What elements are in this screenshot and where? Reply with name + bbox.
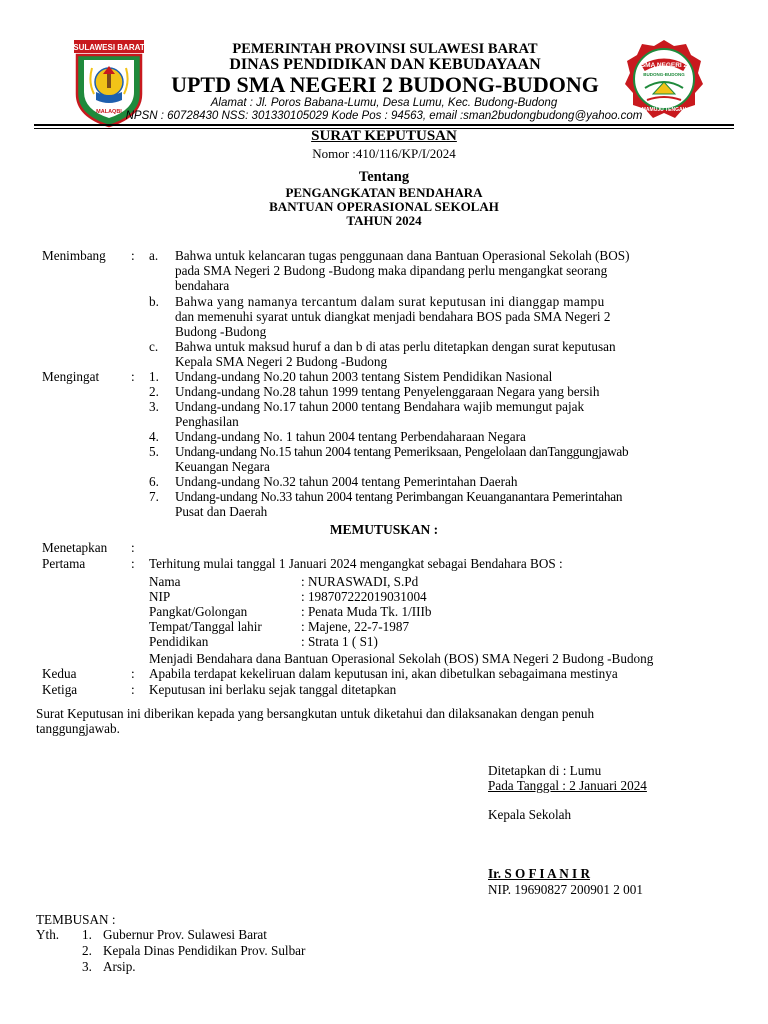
mengingat-label: Mengingat: [42, 369, 100, 384]
mengingat-text-line: Undang-undang No.20 tahun 2003 tentang Sistem Pendidikan Nasional: [175, 369, 553, 384]
ketiga-text: Keputusan ini berlaku sejak tanggal ditetapkan: [149, 682, 397, 697]
svg-text:BUDONG-BUDONG: BUDONG-BUDONG: [643, 72, 685, 77]
signature-date: Pada Tanggal : 2 Januari 2024: [488, 778, 647, 793]
mengingat-marker: 2.: [149, 384, 159, 399]
field-value-nip: : 198707222019031004: [301, 589, 427, 604]
field-label-nip: NIP: [149, 589, 171, 604]
mengingat-colon: :: [131, 369, 135, 384]
svg-text:SMA NEGERI 2: SMA NEGERI 2: [640, 62, 688, 69]
menimbang-marker: c.: [149, 339, 159, 354]
field-label-name: Nama: [149, 574, 181, 589]
field-label-rank: Pangkat/Golongan: [149, 604, 248, 619]
tembusan-marker: 1.: [82, 927, 92, 942]
menimbang-label: Menimbang: [42, 248, 106, 263]
tembusan-yth: Yth.: [36, 927, 60, 942]
tembusan-item: Gubernur Prov. Sulawesi Barat: [103, 927, 267, 942]
menimbang-text-line: pada SMA Negeri 2 Budong -Budong maka dipandang perlu mengangkat seorang: [175, 263, 608, 278]
subject-line-1: PENGANGKATAN BENDAHARA: [285, 185, 483, 200]
menimbang-text-line: bendahara: [175, 278, 230, 293]
subject-line-3: TAHUN 2024: [346, 213, 422, 228]
mengingat-text-line: Undang-undang No.32 tahun 2004 tentang Pemerintahan Daerah: [175, 474, 518, 489]
menimbang-text-line: Bahwa untuk kelancaran tugas penggunaan dana Bantuan Operasional Sekolah (BOS): [175, 248, 630, 263]
pertama-label: Pertama: [42, 556, 86, 571]
tembusan-marker: 3.: [82, 959, 92, 974]
mengingat-marker: 4.: [149, 429, 159, 444]
gov-line: PEMERINTAH PROVINSI SULAWESI BARAT: [232, 41, 538, 57]
subject-line-2: BANTUAN OPERASIONAL SEKOLAH: [269, 199, 499, 214]
field-value-education: : Strata 1 ( S1): [301, 634, 378, 649]
mengingat-marker: 1.: [149, 369, 159, 384]
mengingat-marker: 3.: [149, 399, 159, 414]
mengingat-text-line: Undang-undang No.33 tahun 2004 tentang Perimbangan Keuanganantara Pemerintahan: [175, 489, 623, 504]
signature-place: Ditetapkan di : Lumu: [488, 763, 602, 778]
mengingat-marker: 5.: [149, 444, 159, 459]
ketiga-label: Ketiga: [42, 682, 78, 697]
closing-line-2: tanggungjawab.: [36, 721, 120, 736]
field-label-education: Pendidikan: [149, 634, 209, 649]
dept-line: DINAS PENDIDIKAN DAN KEBUDAYAAN: [229, 56, 541, 73]
kedua-label: Kedua: [42, 666, 77, 681]
mengingat-text-line: Undang-undang No.17 tahun 2000 tentang Bendahara wajib memungut pajak: [175, 399, 585, 414]
pertama-colon: :: [131, 556, 135, 571]
svg-text:MALAQBI: MALAQBI: [96, 109, 122, 115]
ketiga-colon: :: [131, 682, 135, 697]
menimbang-text-line: Bahwa yang namanya tercantum dalam surat keputusan ini dianggap mampu: [175, 294, 605, 309]
field-value-birth: : Majene, 22-7-1987: [301, 619, 410, 634]
kedua-text: Apabila terdapat kekeliruan dalam keputusan ini, akan dibetulkan sebagaimana mestinya: [149, 666, 618, 681]
menimbang-text-line: Budong -Budong: [175, 324, 267, 339]
mengingat-marker: 6.: [149, 474, 159, 489]
menimbang-colon: :: [131, 248, 135, 263]
field-label-birth: Tempat/Tanggal lahir: [149, 619, 262, 634]
svg-text:MAMUJU TENGAH: MAMUJU TENGAH: [641, 107, 687, 113]
school-contact: NPSN : 60728430 NSS: 301330105029 Kode Pos : 94563, email :sman2budongbudong@yahoo.com: [125, 110, 643, 122]
school-logo: [623, 38, 705, 120]
signatory-nip: NIP. 19690827 200901 2 001: [488, 882, 643, 897]
menimbang-text-line: Bahwa untuk maksud huruf a dan b di atas perlu ditetapkan dengan surat keputusan: [175, 339, 616, 354]
menimbang-text-line: Kepala SMA Negeri 2 Budong -Budong: [175, 354, 388, 369]
mengingat-text-line: Undang-undang No.28 tahun 1999 tentang Penyelenggaraan Negara yang bersih: [175, 384, 600, 399]
closing-line-1: Surat Keputusan ini diberikan kepada yang bersangkutan untuk diketahui dan dilaksanakan dengan penuh: [36, 706, 595, 721]
school-address: Alamat : Jl. Poros Babana-Lumu, Desa Lumu, Kec. Budong-Budong: [210, 97, 558, 109]
menimbang-marker: a.: [149, 248, 159, 263]
tembusan-title: TEMBUSAN :: [36, 912, 116, 927]
tembusan-item: Kepala Dinas Pendidikan Prov. Sulbar: [103, 943, 306, 958]
menetapkan-colon: :: [131, 540, 135, 555]
mengingat-text-line: Keuangan Negara: [175, 459, 270, 474]
pertama-text: Terhitung mulai tanggal 1 Januari 2024 mengangkat sebagai Bendahara BOS :: [149, 556, 563, 571]
mengingat-text-line: Pusat dan Daerah: [175, 504, 268, 519]
tembusan-item: Arsip.: [103, 959, 136, 974]
mengingat-text-line: Undang-undang No.15 tahun 2004 tentang Pemeriksaan, Pengelolaan danTanggungjawab: [175, 444, 629, 459]
doc-number: Nomor :410/116/KP/I/2024: [312, 146, 456, 161]
tentang-label: Tentang: [358, 169, 410, 185]
menimbang-text-line: dan memenuhi syarat untuk diangkat menjadi bendahara BOS pada SMA Negeri 2: [175, 309, 611, 324]
signatory-name: Ir. S O F I A N I R: [488, 866, 590, 881]
signature-position: Kepala Sekolah: [488, 807, 572, 822]
field-value-rank: : Penata Muda Tk. 1/IIIb: [301, 604, 432, 619]
tembusan-marker: 2.: [82, 943, 92, 958]
field-value-name: : NURASWADI, S.Pd: [301, 574, 419, 589]
menimbang-marker: b.: [149, 294, 159, 309]
mengingat-text-line: Undang-undang No. 1 tahun 2004 tentang Perbendaharaan Negara: [175, 429, 526, 444]
mengingat-marker: 7.: [149, 489, 159, 504]
school-name: UPTD SMA NEGERI 2 BUDONG-BUDONG: [171, 72, 599, 97]
memutuskan-heading: MEMUTUSKAN :: [329, 522, 439, 537]
svg-text:SULAWESI BARAT: SULAWESI BARAT: [73, 43, 145, 52]
menetapkan-label: Menetapkan: [42, 540, 108, 555]
doc-title: SURAT KEPUTUSAN: [311, 128, 457, 144]
kedua-colon: :: [131, 666, 135, 681]
mengingat-text-line: Penghasilan: [175, 414, 239, 429]
header-rule-thick: [34, 124, 734, 126]
pertama-closing: Menjadi Bendahara dana Bantuan Operasional Sekolah (BOS) SMA Negeri 2 Budong -Budong: [149, 651, 654, 666]
